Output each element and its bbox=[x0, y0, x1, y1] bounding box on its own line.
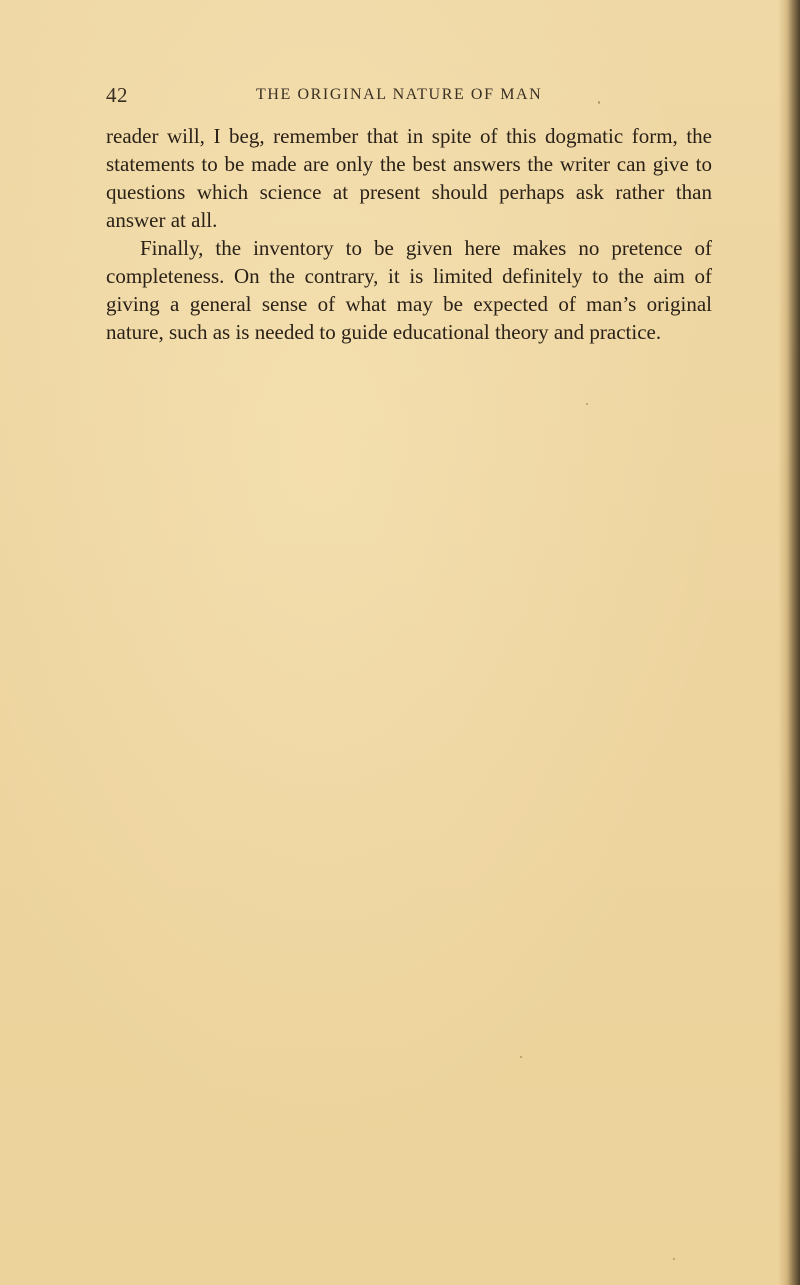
paper-speck bbox=[520, 1056, 522, 1058]
page-number: 42 bbox=[106, 83, 128, 107]
body-text bbox=[106, 122, 712, 346]
paragraph-continuation: reader will, I beg, remember that in spite of this dogmatic form, the statements to be made are only the best answers the writer can give to questions which science at present should perhaps ask rather than answer at all. bbox=[106, 124, 712, 232]
paper-speck bbox=[586, 403, 588, 405]
page-edge-shadow bbox=[778, 0, 800, 1285]
paragraph-finally: Finally, the inventory to be given here makes no pretence of completeness. On the contrary, it is limited definitely to the aim of giving a general sense of what may be expected of man’s original nature, such as is needed to guide educational theory and practice. bbox=[106, 236, 712, 344]
paper-speck bbox=[598, 101, 600, 104]
paper-speck bbox=[673, 1258, 675, 1260]
running-head bbox=[106, 83, 712, 109]
running-title: THE ORIGINAL NATURE OF MAN bbox=[256, 86, 543, 103]
